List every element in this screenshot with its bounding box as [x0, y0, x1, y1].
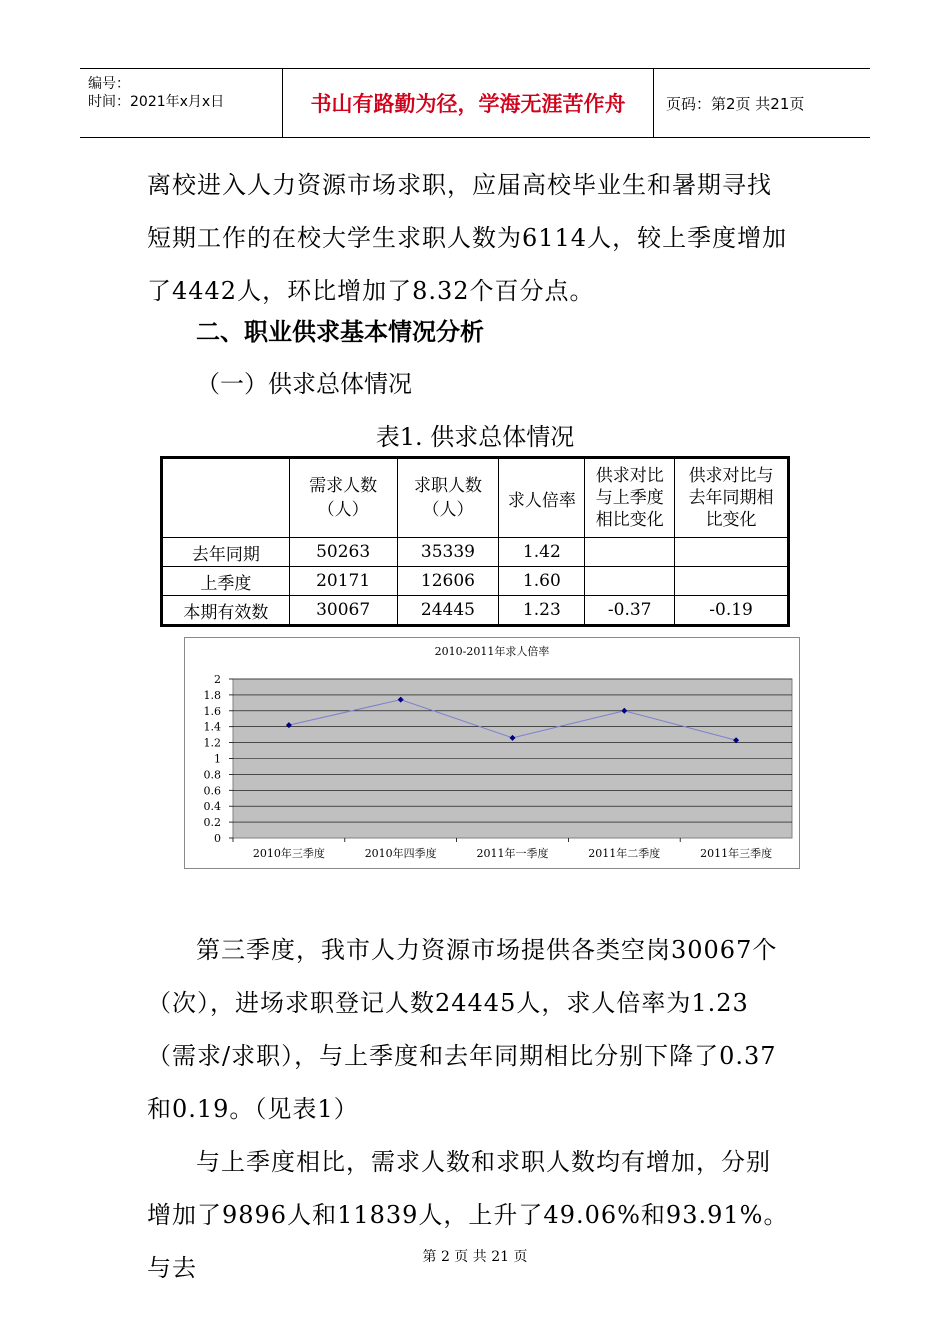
table-header-row [163, 459, 788, 538]
demand-ratio-chart [184, 637, 800, 869]
section-heading: 二、职业供求基本情况分析 [196, 318, 484, 346]
header-motto: 书山有路勤为径，学海无涯苦作舟 [282, 69, 654, 137]
text-line: 短期工作的在校大学生求职人数为6114人，较上季度增加 [147, 224, 788, 252]
text-line: （需求/求职），与上季度和去年同期相比分别下降了0.37 [147, 1042, 777, 1070]
y-tick-label: 2 [214, 673, 221, 686]
y-tick-label: 1.6 [203, 704, 221, 718]
y-tick-label: 1.8 [203, 688, 221, 702]
header-cell [163, 459, 290, 538]
table-cell: 24445 [397, 596, 499, 625]
table-cell [675, 538, 788, 567]
table-cell: 12606 [397, 567, 499, 596]
table-cell: 本期有效数 [163, 596, 290, 625]
page-header [80, 68, 870, 138]
table-row [163, 596, 788, 625]
paragraph-2 [147, 924, 807, 1136]
x-tick-label: 2011年一季度 [476, 847, 549, 860]
supply-demand-table [160, 456, 790, 627]
y-tick-label: 0.8 [203, 768, 221, 782]
doc-time-label: 时间：2021年x月x日 [88, 94, 225, 110]
paragraph-1 [147, 159, 807, 318]
table-cell: 1.60 [499, 567, 585, 596]
y-tick-label: 0.6 [203, 784, 221, 798]
table-cell: 20171 [289, 567, 397, 596]
table-caption: 表1. 供求总体情况 [375, 423, 575, 451]
header-cell: 需求人数 （人） [289, 459, 397, 538]
chart-svg [185, 638, 799, 868]
x-tick-label: 2010年三季度 [252, 847, 325, 860]
table-cell [675, 567, 788, 596]
paragraph-3 [147, 1136, 807, 1295]
header-cell: 供求对比与 去年同期相 比变化 [675, 459, 788, 538]
text-line: 离校进入人力资源市场求职，应届高校毕业生和暑期寻找 [147, 171, 772, 199]
table-cell: -0.19 [675, 596, 788, 625]
header-meta [80, 69, 282, 137]
y-tick-label: 0.2 [203, 816, 221, 830]
table-row [163, 538, 788, 567]
table-cell [585, 567, 675, 596]
y-tick-label: 0.4 [203, 800, 221, 814]
header-cell: 求职人数 （人） [397, 459, 499, 538]
chart-title: 2010-2011年求人倍率 [434, 645, 550, 658]
text-line: 第三季度，我市人力资源市场提供各类空岗30067个 [196, 936, 778, 964]
header-cell: 供求对比 与上季度 相比变化 [585, 459, 675, 538]
table-cell [585, 538, 675, 567]
text-line: 和0.19。（见表1） [147, 1095, 359, 1123]
doc-number-label: 编号： [88, 76, 130, 92]
y-tick-label: 0 [214, 832, 221, 845]
y-tick-label: 1.2 [203, 736, 221, 750]
x-tick-label: 2011年二季度 [588, 847, 661, 860]
subsection-heading: （一）供求总体情况 [196, 370, 412, 398]
y-tick-label: 1 [214, 752, 221, 766]
x-tick-label: 2010年四季度 [364, 847, 437, 860]
text-line: 与上季度相比，需求人数和求职人数均有增加，分别 [196, 1148, 771, 1176]
table-row [163, 567, 788, 596]
text-line: 了4442人，环比增加了8.32个百分点。 [147, 277, 595, 305]
table-cell: 50263 [289, 538, 397, 567]
text-line: （次），进场求职登记人数24445人，求人倍率为1.23 [147, 989, 749, 1017]
table-cell: 1.42 [499, 538, 585, 567]
table-cell: 去年同期 [163, 538, 290, 567]
header-cell: 求人倍率 [499, 459, 585, 538]
table-cell: 上季度 [163, 567, 290, 596]
x-tick-label: 2011年三季度 [700, 847, 773, 860]
page-footer: 第 2 页 共 21 页 [422, 1249, 528, 1265]
header-page-label: 页码：第2页 共21页 [666, 94, 805, 113]
table-cell: 30067 [289, 596, 397, 625]
table-cell: -0.37 [585, 596, 675, 625]
table-cell: 35339 [397, 538, 499, 567]
y-tick-label: 1.4 [203, 720, 221, 734]
text-line: 增加了9896人和11839人，上升了49.06%和93.91%。与去 [147, 1201, 789, 1282]
table-cell: 1.23 [499, 596, 585, 625]
